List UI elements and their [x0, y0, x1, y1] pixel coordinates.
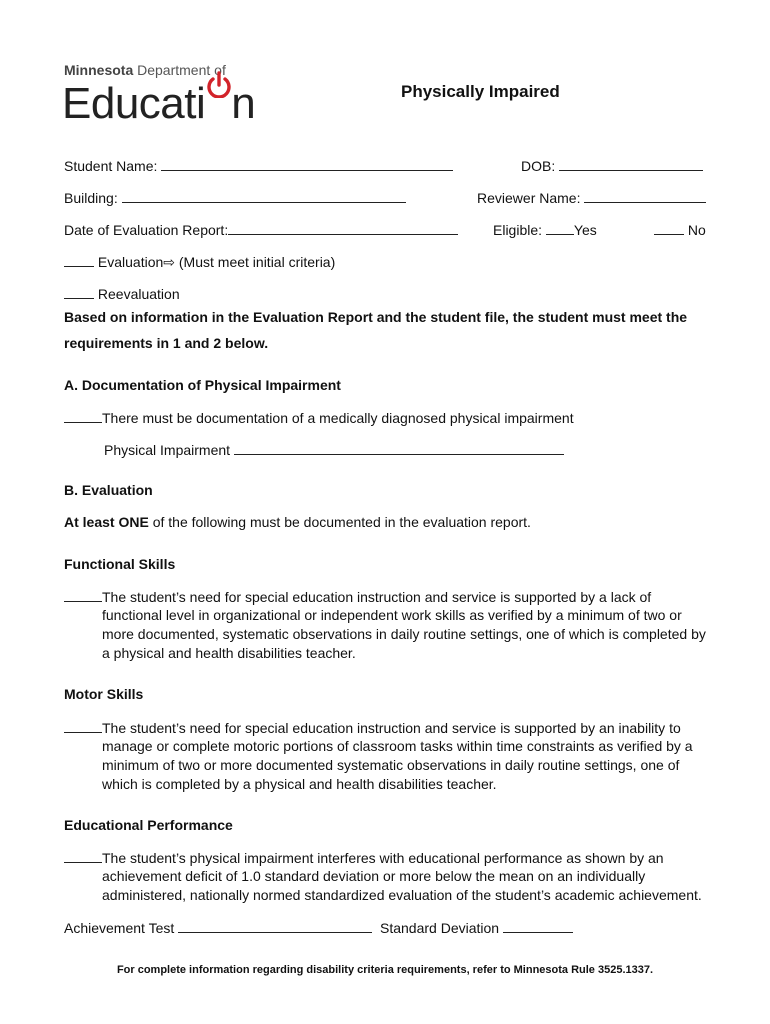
- section-a-item-text: There must be documentation of a medically diagnosed physical impairment: [102, 410, 574, 426]
- eligible-no-row: [654, 220, 706, 238]
- eligible-label: Eligible:: [493, 222, 543, 238]
- motor-continuation: [102, 737, 693, 794]
- form-title: Physically Impaired: [401, 82, 560, 101]
- dob-field[interactable]: [559, 156, 703, 171]
- eval-date-field[interactable]: [228, 220, 458, 235]
- eligible-yes-label: Yes: [573, 222, 597, 238]
- educational-line-3: administered, nationally normed standardized evaluation of the student’s academic achievement.: [102, 887, 702, 903]
- org-name-minnesota: Minnesota: [64, 62, 134, 78]
- functional-line-1: The student’s need for special education instruction and service is supported by a lack of: [102, 589, 652, 605]
- motor-heading: Motor Skills: [64, 686, 144, 702]
- reviewer-name-field[interactable]: [584, 188, 706, 203]
- eligible-no-label: No: [687, 222, 706, 238]
- evaluation-field[interactable]: [64, 252, 94, 267]
- section-a-item: [64, 408, 574, 426]
- section-b-lead-bold: At least ONE: [64, 514, 149, 530]
- standard-deviation-field[interactable]: [503, 918, 573, 933]
- intro-line-1: Based on information in the Evaluation Report and the student file, the student must meet the: [64, 309, 688, 325]
- educational-line-1: The student’s physical impairment interferes with educational performance as shown by an: [102, 850, 664, 866]
- section-b-lead-rest: of the following must be documented in the evaluation report.: [148, 514, 531, 530]
- reevaluation-label: Reevaluation: [97, 286, 180, 302]
- functional-continuation: [102, 606, 706, 663]
- eval-date-row: [64, 220, 458, 238]
- motor-line-2: manage or complete motoric portions of classroom tasks within time constraints as verified by a: [102, 738, 693, 754]
- org-name-department: Department of: [137, 62, 226, 78]
- physical-impairment-row: [104, 440, 564, 458]
- functional-line-3: more documented, systematic observations in daily routine settings, one of which is completed by: [102, 626, 706, 642]
- functional-item: [64, 587, 651, 605]
- standard-deviation-row: [380, 918, 573, 936]
- motor-line-3: minimum of two or more documented systematic observations in daily routine settings, one of: [102, 757, 680, 773]
- functional-check-field[interactable]: [64, 587, 102, 602]
- student-name-label: Student Name:: [64, 158, 158, 174]
- org-name-line1: [64, 62, 226, 78]
- dob-row: [521, 156, 703, 174]
- eligible-row: [493, 220, 597, 238]
- reevaluation-field[interactable]: [64, 284, 94, 299]
- achievement-test-field[interactable]: [178, 918, 372, 933]
- power-icon: [205, 92, 231, 118]
- eval-date-label: Date of Evaluation Report:: [64, 222, 229, 238]
- educational-continuation: [102, 867, 702, 905]
- evaluation-row: [64, 252, 335, 271]
- physical-impairment-label: Physical Impairment: [104, 442, 231, 458]
- section-a-check-field[interactable]: [64, 408, 102, 423]
- footer-note: For complete information regarding disability criteria requirements, refer to Minnesota Rule 3525.1337.: [116, 964, 654, 976]
- educational-heading: Educational Performance: [64, 817, 233, 833]
- student-name-field[interactable]: [161, 156, 453, 171]
- intro-line-2: requirements in 1 and 2 below.: [64, 335, 269, 351]
- dob-label: DOB:: [521, 158, 556, 174]
- reevaluation-row: [64, 284, 180, 302]
- building-label: Building:: [64, 190, 118, 206]
- functional-heading: Functional Skills: [64, 556, 176, 572]
- functional-line-2: functional level in organizational or independent work skills as verified by a minimum of two or: [102, 607, 682, 623]
- section-a-heading: A. Documentation of Physical Impairment: [64, 377, 341, 393]
- eligible-yes-field[interactable]: [546, 220, 574, 235]
- building-field[interactable]: [122, 188, 406, 203]
- educational-check-field[interactable]: [64, 848, 102, 863]
- motor-item: [64, 718, 681, 736]
- student-name-row: [64, 156, 453, 174]
- eligible-no-field[interactable]: [654, 220, 684, 235]
- evaluation-label: Evaluation⇨ (Must meet initial criteria): [97, 254, 336, 270]
- reviewer-name-label: Reviewer Name:: [477, 190, 581, 206]
- motor-check-field[interactable]: [64, 718, 102, 733]
- standard-deviation-label: Standard Deviation: [380, 920, 500, 936]
- educational-item: [64, 848, 664, 866]
- org-logo-text-a: Educati: [62, 79, 206, 128]
- reviewer-name-row: [477, 188, 706, 206]
- section-b-heading: B. Evaluation: [64, 482, 153, 498]
- section-b-lead: [64, 514, 531, 530]
- functional-line-4: a physical and health disabilities teacher.: [102, 645, 356, 661]
- achievement-test-label: Achievement Test: [64, 920, 175, 936]
- motor-line-1: The student’s need for special education instruction and service is supported by an inability to: [102, 720, 681, 736]
- educational-line-2: achievement deficit of 1.0 standard deviation or more below the mean on an individually: [102, 868, 646, 884]
- achievement-test-row: [64, 918, 372, 936]
- motor-line-4: which is completed by a physical and health disabilities teacher.: [102, 776, 497, 792]
- physical-impairment-field[interactable]: [234, 440, 564, 455]
- building-row: [64, 188, 406, 206]
- org-logo-education: [62, 80, 255, 128]
- org-logo-text-b: n: [231, 79, 256, 128]
